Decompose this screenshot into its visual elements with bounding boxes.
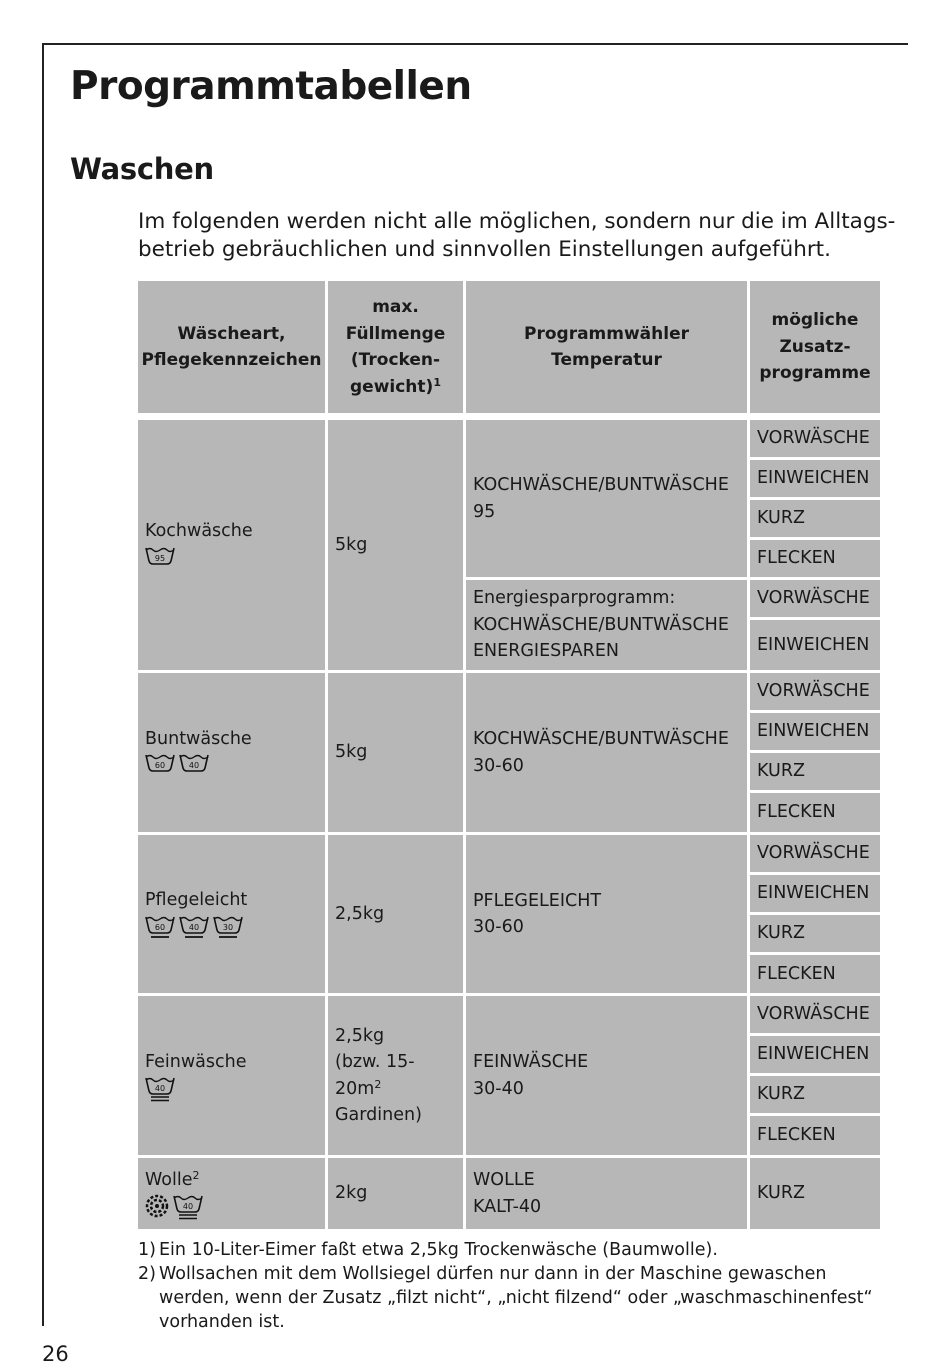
row-type-pflegeleicht: Pflegeleicht 60 40 30 <box>138 835 325 993</box>
row-program-energiespar: Energiesparprogramm: KOCHWÄSCHE/BUNTWÄSCHE ENERGIESPAREN <box>466 580 747 670</box>
page-title: Programmtabellen <box>70 64 472 109</box>
wash-95-icon <box>145 546 175 566</box>
header-laundry-type: Wäscheart, Pflegekennzeichen <box>138 281 325 413</box>
svg-text:60: 60 <box>154 761 166 771</box>
row-type-buntwaesche: Buntwäsche 60 40 <box>138 673 325 832</box>
woolmark-icon <box>145 1194 169 1218</box>
page-number: 26 <box>42 1342 69 1366</box>
wash-40-delicate-icon <box>145 1076 175 1102</box>
option-cell: EINWEICHEN <box>750 1036 880 1073</box>
wash-60-icon <box>145 753 175 773</box>
wash-40-icon <box>179 753 209 773</box>
footnote: 2) Wollsachen mit dem Wollsiegel dürfen nur dann in der Maschine gewaschen werden, wenn der Zusatz „filzt nicht“, „nicht filzend“ oder „waschmaschinenfest“ vorhanden ist. <box>138 1264 873 1332</box>
option-cell: KURZ <box>750 1158 880 1229</box>
section-title: Waschen <box>70 152 214 186</box>
row-load-buntwaesche: 5kg <box>328 673 463 832</box>
left-rule <box>42 43 44 1326</box>
footnotes <box>138 1238 873 1334</box>
care-symbols <box>145 546 325 572</box>
svg-text:40: 40 <box>188 761 200 771</box>
wash-40-delicate-icon <box>173 1194 203 1220</box>
row-program-kochwaesche: KOCHWÄSCHE/BUNTWÄSCHE 95 <box>466 420 747 577</box>
row-load-kochwaesche: 5kg <box>328 420 463 670</box>
row-type-feinwaesche: Feinwäsche 40 <box>138 996 325 1155</box>
header-max-load: max. Füllmenge (Trocken- gewicht)$^1$ <box>328 281 463 413</box>
option-cell: VORWÄSCHE <box>750 420 880 457</box>
row-load-pflegeleicht: 2,5kg <box>328 835 463 993</box>
wash-30-gentle-icon <box>213 915 243 939</box>
option-cell: KURZ <box>750 915 880 952</box>
row-type-kochwaesche: Kochwäsche 95 <box>138 420 325 670</box>
intro-text: Im folgenden werden nicht alle möglichen, sondern nur die im Alltags- betrieb gebräuchlichen und sinnvollen Einstellungen aufgeführt. <box>138 209 896 262</box>
care-symbols <box>145 1194 325 1220</box>
svg-text:40: 40 <box>182 1202 194 1212</box>
option-cell: FLECKEN <box>750 793 880 832</box>
row-load-wolle: 2kg <box>328 1158 463 1229</box>
care-symbols <box>145 753 325 779</box>
svg-text:40: 40 <box>154 1084 166 1094</box>
option-cell: KURZ <box>750 1076 880 1113</box>
option-cell: KURZ <box>750 500 880 537</box>
row-program-buntwaesche: KOCHWÄSCHE/BUNTWÄSCHE 30-60 <box>466 673 747 832</box>
top-rule <box>42 43 908 45</box>
option-cell: EINWEICHEN <box>750 620 880 670</box>
option-cell: EINWEICHEN <box>750 875 880 912</box>
svg-text:40: 40 <box>188 922 200 932</box>
row-load-feinwaesche: 2,5kg (bzw. 15- $20m^2$ Gardinen) <box>328 996 463 1155</box>
svg-text:95: 95 <box>154 553 166 563</box>
svg-text:60: 60 <box>154 922 166 932</box>
option-cell: EINWEICHEN <box>750 460 880 497</box>
footnote: 1) Ein 10-Liter-Eimer faßt etwa 2,5kg Trockenwäsche (Baumwolle). <box>138 1240 718 1260</box>
row-program-pflegeleicht: PFLEGELEICHT 30-60 <box>466 835 747 993</box>
option-cell: FLECKEN <box>750 540 880 577</box>
option-cell: VORWÄSCHE <box>750 580 880 617</box>
wash-60-gentle-icon <box>145 915 175 939</box>
option-cell: FLECKEN <box>750 955 880 993</box>
svg-text:30: 30 <box>222 922 234 932</box>
row-type-wolle: Wolle$^2$ 40 <box>138 1158 325 1229</box>
header-additional-programs: mögliche Zusatz- programme <box>750 281 880 413</box>
header-program-selector: Programmwähler Temperatur <box>466 281 747 413</box>
option-cell: FLECKEN <box>750 1116 880 1155</box>
care-symbols <box>145 1076 325 1102</box>
option-cell: KURZ <box>750 753 880 790</box>
option-cell: VORWÄSCHE <box>750 835 880 872</box>
care-symbols <box>145 915 325 941</box>
option-cell: VORWÄSCHE <box>750 996 880 1033</box>
row-program-feinwaesche: FEINWÄSCHE 30-40 <box>466 996 747 1155</box>
option-cell: VORWÄSCHE <box>750 673 880 710</box>
wash-40-gentle-icon <box>179 915 209 939</box>
program-table <box>138 281 880 1229</box>
row-program-wolle: WOLLE KALT-40 <box>466 1158 747 1229</box>
option-cell: EINWEICHEN <box>750 713 880 750</box>
